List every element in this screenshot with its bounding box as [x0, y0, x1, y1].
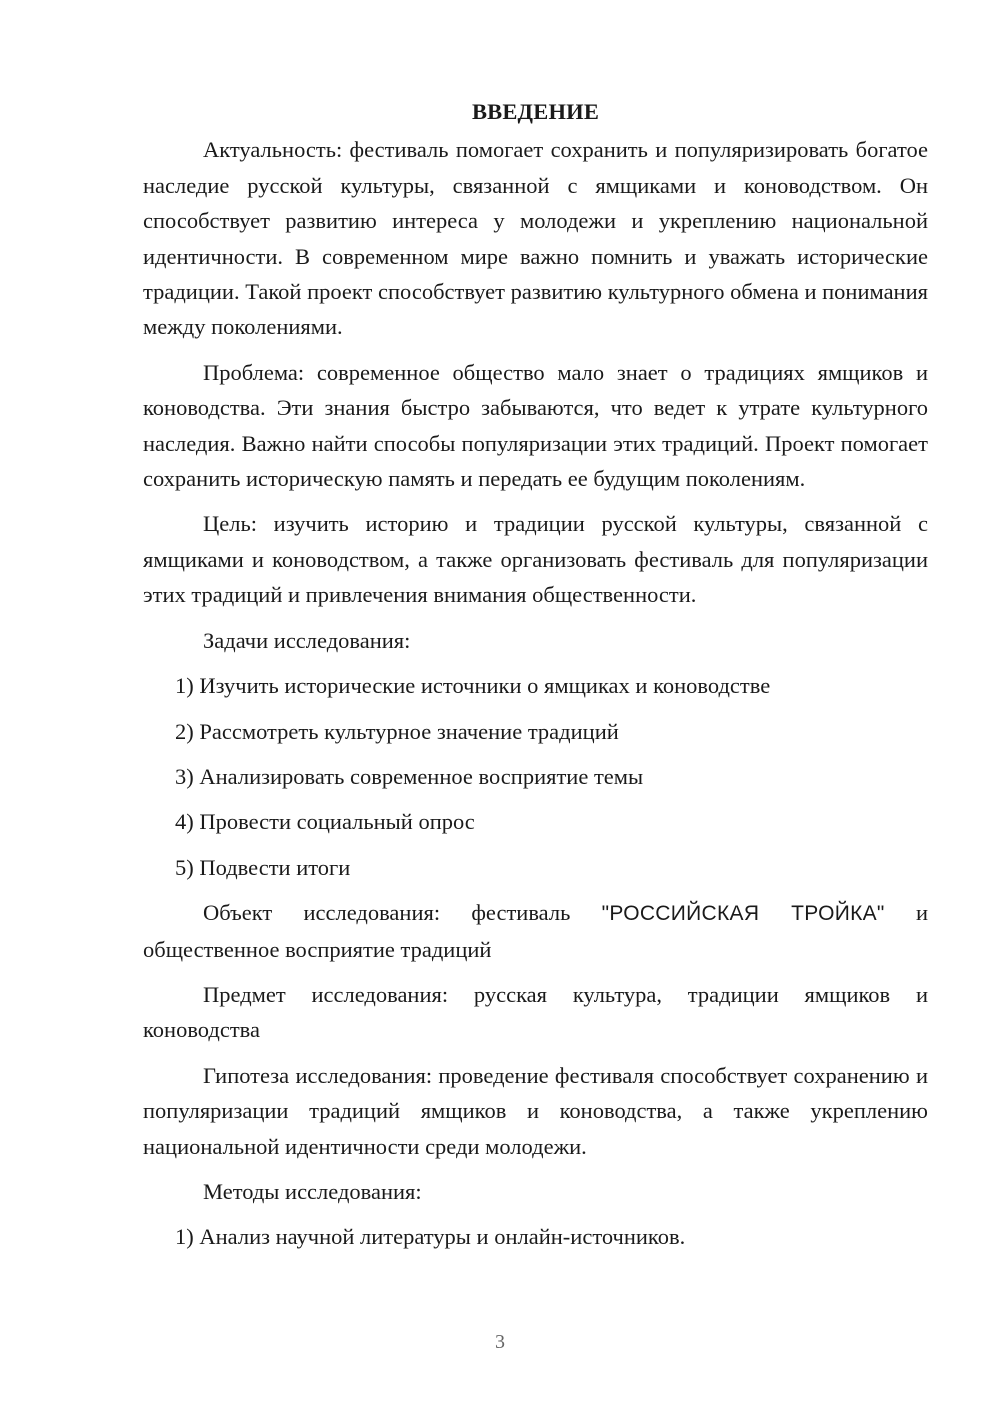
document-page — [143, 88, 928, 1255]
task-item-1: 1) Изучить исторические источники о ямщиках и коноводстве — [175, 673, 771, 699]
hypothesis-paragraph: Гипотеза исследования: проведение фестиваля способствует сохранению и популяризации традиций ямщиков и коноводства, а также укреплению национальной идентичности среди молодежи. — [143, 1062, 928, 1159]
method-item-1: 1) Анализ научной литературы и онлайн-источников. — [175, 1224, 686, 1250]
actuality-paragraph: Актуальность: фестиваль помогает сохранить и популяризировать богатое наследие русской культуры, связанной с ямщиками и коноводством. Он способствует развитию интереса у молодежи и укреплению национальной идентичности. В современном мире важно помнить и уважать исторические традиции. Такой проект способствует развитию культурного обмена и понимания между поколениями. — [143, 137, 928, 340]
task-item-5: 5) Подвести итоги — [175, 854, 351, 880]
goal-paragraph: Цель: изучить историю и традиции русской культуры, связанной с ямщиками и коноводством, а также организовать фестиваль для популяризации этих традиций и привлечения внимания общественности. — [143, 511, 928, 608]
methods-heading: Методы исследования: — [203, 1178, 422, 1204]
task-item-2: 2) Рассмотреть культурное значение традиций — [175, 718, 619, 744]
object-prefix: Объект исследования: фестиваль — [203, 900, 602, 926]
task-item-4: 4) Провести социальный опрос — [175, 809, 475, 835]
tasks-heading: Задачи исследования: — [203, 627, 411, 653]
problem-paragraph: Проблема: современное общество мало знает о традициях ямщиков и коноводства. Эти знания быстро забываются, что ведет к утрате культурного наследия. Важно найти способы популяризации этих традиций. Проект помогает сохранить историческую память и передать ее будущим поколениям. — [143, 359, 928, 492]
page-number: 3 — [495, 1331, 505, 1353]
object-paragraph — [143, 895, 928, 967]
section-title: ВВЕДЕНИЕ — [471, 99, 600, 124]
object-suffix: и общественное восприятие традиций — [143, 900, 928, 962]
task-item-3: 3) Анализировать современное восприятие темы — [175, 763, 644, 789]
festival-name: "РОССИЙСКАЯ ТРОЙКА" — [601, 902, 885, 926]
subject-paragraph: Предмет исследования: русская культура, традиции ямщиков и коноводства — [143, 981, 928, 1043]
